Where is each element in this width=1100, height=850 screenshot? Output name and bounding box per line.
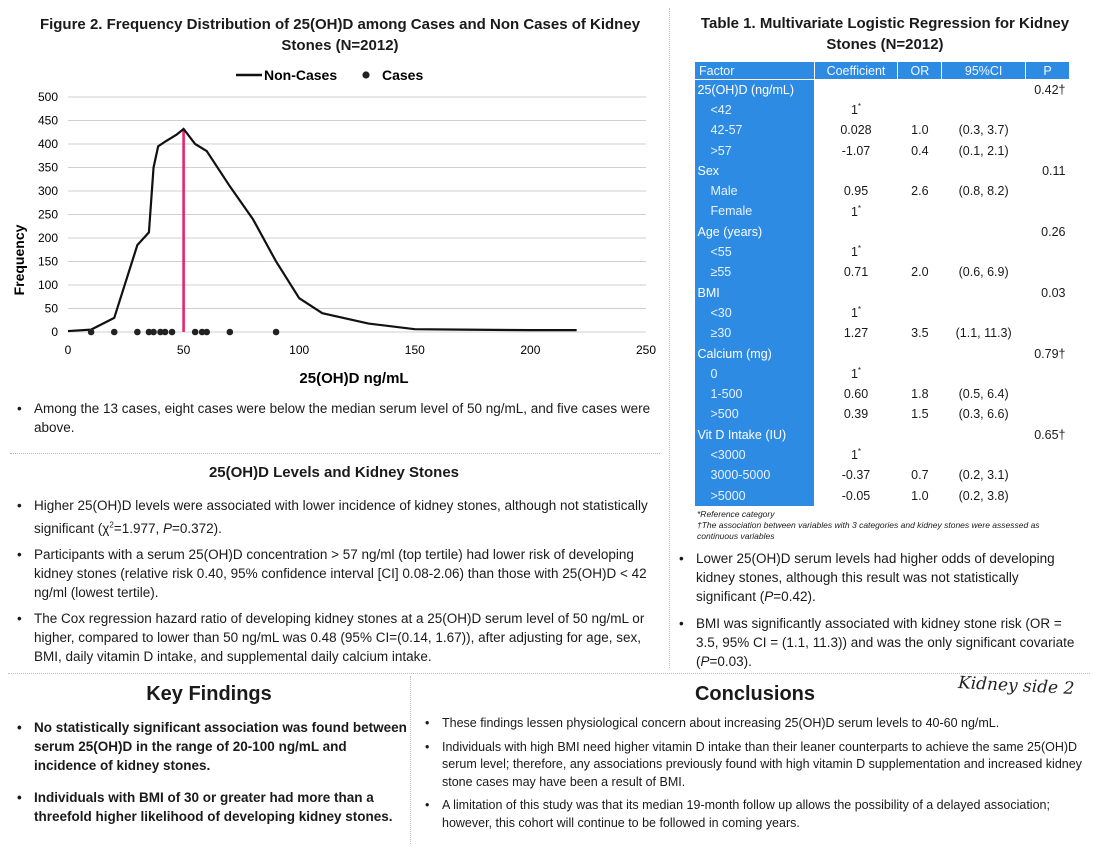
cell-factor: >5000 bbox=[695, 485, 815, 505]
table-group-row bbox=[695, 80, 1070, 100]
cell-p bbox=[1026, 303, 1070, 323]
cell-p bbox=[1026, 242, 1070, 262]
cell-or bbox=[898, 222, 942, 242]
x-tick-label: 200 bbox=[520, 343, 541, 357]
series-line-non-cases bbox=[68, 129, 577, 331]
table-header-row bbox=[695, 62, 1070, 80]
cell-or bbox=[898, 242, 942, 262]
x-tick-label: 100 bbox=[289, 343, 310, 357]
case-point bbox=[134, 329, 141, 336]
handwritten-annotation: Kidney side 2 bbox=[957, 672, 1075, 700]
footnote-continuous: †The association between variables with 3 categories and kidney stones were assessed as continuous variables bbox=[697, 520, 1040, 541]
cell-factor: Calcium (mg) bbox=[695, 343, 815, 363]
col-header-coefficient: Coefficient bbox=[814, 62, 898, 80]
regression-table bbox=[694, 61, 1070, 506]
cell-or bbox=[898, 445, 942, 465]
cell-or bbox=[898, 282, 942, 302]
cell-factor: >500 bbox=[695, 404, 815, 424]
cell-factor: BMI bbox=[695, 282, 815, 302]
figure-caption bbox=[14, 399, 654, 444]
cell-or: 1.0 bbox=[911, 123, 929, 138]
cell-or bbox=[898, 343, 942, 363]
y-tick-label: 150 bbox=[37, 254, 58, 269]
col-header-p: P bbox=[1026, 62, 1070, 80]
levels-bullet-list bbox=[14, 496, 664, 673]
y-tick-label: 300 bbox=[37, 184, 58, 198]
table-row bbox=[695, 323, 1070, 343]
key-finding-bullet: • Individuals with BMI of 30 or greater had more than a threefold higher likelihood of developing kidney stones. bbox=[14, 788, 409, 826]
cell-factor: Sex bbox=[695, 161, 815, 181]
levels-bullet: • Participants with a serum 25(OH)D concentration > 57 ng/ml (top tertile) had lower risk of developing kidney stones (relative risk 0.40, 95% confidence interval [CI] 0.08-2.06) than those with 25(OH)D < 42 ng/ml (lowest tertile). bbox=[14, 545, 664, 602]
cell-ci bbox=[942, 343, 1026, 363]
cell-or: 2.0 bbox=[911, 265, 929, 280]
table-footnotes bbox=[697, 509, 1077, 542]
cell-ci bbox=[942, 100, 1026, 120]
case-point bbox=[192, 329, 199, 336]
case-point bbox=[150, 329, 157, 336]
conclusion-bullet: • Individuals with high BMI need higher vitamin D intake than their leaner counterparts to achieve the same 25(OH)D serum level; therefore, any associations previously found with high vitamin D supplementation and increased kidney stone cases may have been a result of BMI. bbox=[422, 739, 1087, 792]
conclusions-list bbox=[422, 715, 1087, 838]
cell-ci: (0.6, 6.9) bbox=[958, 265, 1009, 280]
cell-ci: (0.3, 6.6) bbox=[958, 407, 1009, 422]
cell-p bbox=[1026, 445, 1070, 465]
col-header-factor: Factor bbox=[695, 62, 815, 80]
table-bullet-list bbox=[676, 549, 1081, 679]
table-row bbox=[695, 303, 1070, 323]
cell-p bbox=[1026, 485, 1070, 505]
cell-ci bbox=[942, 80, 1026, 100]
case-point bbox=[273, 329, 280, 336]
bottom-divider bbox=[8, 673, 1090, 674]
table-row bbox=[695, 445, 1070, 465]
cell-coefficient: -1.07 bbox=[841, 143, 871, 158]
cell-p: 0.03 bbox=[1026, 282, 1070, 302]
levels-bullet: • The Cox regression hazard ratio of developing kidney stones at a 25(OH)D serum level of 50 ng/mL or higher, compared to lower than 50 ng/mL was 0.48 (95% CI=(0.14, 1.67)), after adjusting for age, sex, BMI, daily vitamin D intake, and supplemental daily calcium intake. bbox=[14, 609, 664, 666]
legend-dot-icon bbox=[362, 71, 369, 78]
y-tick-label: 450 bbox=[37, 113, 58, 128]
table-bullet: • BMI was significantly associated with kidney stone risk (OR = 3.5, 95% CI = (1.1, 11.3)) and was the only significant covariate (P=0.03). bbox=[676, 614, 1081, 671]
cell-ci bbox=[942, 445, 1026, 465]
bottom-column-divider bbox=[410, 676, 411, 844]
cell-p: 0.26 bbox=[1026, 222, 1070, 242]
cell-ci: (0.8, 8.2) bbox=[958, 184, 1009, 199]
cell-factor: Vit D Intake (IU) bbox=[695, 425, 815, 445]
table-group-row bbox=[695, 222, 1070, 242]
cell-ci bbox=[942, 242, 1026, 262]
cell-ci bbox=[942, 282, 1026, 302]
cell-coefficient: 0.60 bbox=[843, 387, 869, 402]
y-tick-label: 250 bbox=[37, 207, 58, 222]
cell-coefficient: 1* bbox=[850, 305, 862, 321]
cell-factor: 0 bbox=[695, 364, 815, 384]
cell-coefficient bbox=[814, 222, 898, 242]
cell-coefficient bbox=[814, 425, 898, 445]
table-row bbox=[695, 364, 1070, 384]
table-row bbox=[695, 262, 1070, 282]
cell-or: 2.6 bbox=[911, 184, 929, 199]
cell-or bbox=[898, 100, 942, 120]
levels-heading: 25(OH)D Levels and Kidney Stones bbox=[208, 464, 460, 481]
cell-p: 0.42† bbox=[1026, 80, 1070, 100]
cell-ci bbox=[942, 303, 1026, 323]
cell-p: 0.65† bbox=[1026, 425, 1070, 445]
table-group-row bbox=[695, 425, 1070, 445]
cell-coefficient: 1* bbox=[850, 203, 862, 219]
cell-factor: 3000-5000 bbox=[695, 465, 815, 485]
y-tick-label: 50 bbox=[44, 301, 58, 316]
table-row bbox=[695, 242, 1070, 262]
table-row bbox=[695, 181, 1070, 201]
cell-p bbox=[1026, 384, 1070, 404]
legend-cases: Cases bbox=[382, 67, 424, 83]
table-row bbox=[695, 384, 1070, 404]
cell-coefficient bbox=[814, 161, 898, 181]
col-header-or: OR bbox=[898, 62, 942, 80]
cell-or: 3.5 bbox=[911, 326, 929, 341]
cell-coefficient bbox=[814, 80, 898, 100]
case-point bbox=[203, 329, 210, 336]
x-tick-label: 0 bbox=[64, 343, 72, 357]
table-group-row bbox=[695, 161, 1070, 181]
cell-or bbox=[898, 201, 942, 221]
cell-p bbox=[1026, 364, 1070, 384]
footnote-reference: *Reference category bbox=[697, 509, 775, 519]
cell-p bbox=[1026, 262, 1070, 282]
cell-coefficient: 1* bbox=[850, 102, 862, 118]
cell-ci bbox=[942, 425, 1026, 445]
cell-coefficient: 1* bbox=[850, 366, 862, 382]
cell-factor: 1-500 bbox=[695, 384, 815, 404]
x-tick-label: 50 bbox=[176, 343, 191, 357]
table-row bbox=[695, 201, 1070, 221]
y-tick-label: 100 bbox=[37, 278, 58, 292]
cell-or bbox=[898, 425, 942, 445]
table-row bbox=[695, 404, 1070, 424]
frequency-chart bbox=[0, 60, 670, 395]
cell-factor: Age (years) bbox=[695, 222, 815, 242]
cell-coefficient: 1* bbox=[850, 447, 862, 463]
col-header-ci: 95%CI bbox=[942, 62, 1026, 80]
cell-ci bbox=[942, 364, 1026, 384]
cell-p bbox=[1026, 201, 1070, 221]
cell-ci: (0.1, 2.1) bbox=[958, 143, 1009, 158]
table-group-row bbox=[695, 282, 1070, 302]
section-divider bbox=[10, 453, 660, 454]
conclusion-bullet: • These findings lessen physiological concern about increasing 25(OH)D serum levels to 40-60 ng/mL. bbox=[422, 715, 1087, 733]
case-point bbox=[162, 329, 169, 336]
cell-p bbox=[1026, 120, 1070, 140]
cell-factor: 42-57 bbox=[695, 120, 815, 140]
y-axis-ticks bbox=[38, 90, 58, 339]
cell-coefficient: -0.37 bbox=[841, 468, 871, 483]
conclusion-bullet: • A limitation of this study was that its median 19-month follow up allows the possibility of a delayed association; however, this cohort will continue to be followed in coming years. bbox=[422, 797, 1087, 832]
cell-factor: Female bbox=[695, 201, 815, 221]
x-axis-ticks bbox=[65, 343, 657, 357]
table-group-row bbox=[695, 343, 1070, 363]
cell-p bbox=[1026, 140, 1070, 160]
cell-ci bbox=[942, 161, 1026, 181]
cell-coefficient: 1.27 bbox=[843, 326, 869, 341]
cell-p bbox=[1026, 323, 1070, 343]
x-tick-label: 250 bbox=[635, 343, 657, 357]
chart-gridlines bbox=[68, 97, 646, 332]
cell-p bbox=[1026, 465, 1070, 485]
table-row bbox=[695, 485, 1070, 505]
y-tick-label: 350 bbox=[37, 160, 58, 175]
caption-bullet: • Among the 13 cases, eight cases were below the median serum level of 50 ng/mL, and five cases were above. bbox=[14, 399, 654, 437]
cell-factor: <55 bbox=[695, 242, 815, 262]
cell-or: 0.7 bbox=[911, 468, 929, 483]
case-point bbox=[227, 329, 234, 336]
legend-non-cases: Non-Cases bbox=[264, 67, 338, 83]
cell-factor: ≥55 bbox=[695, 262, 815, 282]
cell-coefficient: 0.39 bbox=[843, 407, 869, 422]
cell-factor: <30 bbox=[695, 303, 815, 323]
cell-factor: <42 bbox=[695, 100, 815, 120]
cell-or: 1.5 bbox=[911, 407, 929, 422]
y-axis-label: Frequency bbox=[11, 224, 27, 296]
cell-factor: ≥30 bbox=[695, 323, 815, 343]
cell-factor: Male bbox=[695, 181, 815, 201]
cell-or bbox=[898, 80, 942, 100]
cell-coefficient: -0.05 bbox=[841, 488, 871, 503]
y-tick-label: 400 bbox=[37, 137, 58, 151]
table-bullet: • Lower 25(OH)D serum levels had higher odds of developing kidney stones, although this result was not statistically significant (P=0.42). bbox=[676, 549, 1081, 606]
x-tick-label: 150 bbox=[404, 343, 425, 357]
cell-coefficient: 1* bbox=[850, 244, 862, 260]
cell-or: 1.0 bbox=[911, 488, 929, 503]
table-row bbox=[695, 465, 1070, 485]
levels-bullet: • Higher 25(OH)D levels were associated with lower incidence of kidney stones, although not statistically significant ($\chi^2=1.977$, P=0.372). bbox=[14, 496, 664, 538]
cell-ci: (0.3, 3.7) bbox=[958, 123, 1009, 138]
cell-p bbox=[1026, 404, 1070, 424]
cell-or bbox=[898, 303, 942, 323]
cell-coefficient: 0.95 bbox=[843, 184, 869, 199]
cell-ci: (0.2, 3.1) bbox=[958, 468, 1009, 483]
cell-p: 0.11 bbox=[1026, 161, 1070, 181]
y-tick-label: 0 bbox=[51, 325, 58, 339]
cell-or bbox=[898, 364, 942, 384]
cell-ci: (1.1, 11.3) bbox=[955, 326, 1012, 341]
figure-title: Figure 2. Frequency Distribution of 25(OH)D among Cases and Non Cases of Kidney Stones (N=2012) bbox=[39, 16, 641, 54]
cell-coefficient: 0.028 bbox=[840, 123, 872, 138]
case-point bbox=[169, 329, 176, 336]
table-row bbox=[695, 120, 1070, 140]
case-point bbox=[88, 329, 95, 336]
case-point bbox=[111, 329, 118, 336]
cell-ci bbox=[942, 201, 1026, 221]
conclusions-heading: Conclusions bbox=[694, 683, 815, 705]
cell-coefficient bbox=[814, 282, 898, 302]
cell-factor: 25(OH)D (ng/mL) bbox=[695, 80, 815, 100]
regression-table-body bbox=[695, 80, 1070, 506]
cell-p: 0.79† bbox=[1026, 343, 1070, 363]
key-findings-heading: Key Findings bbox=[146, 683, 272, 705]
x-axis-label: 25(OH)D ng/mL bbox=[299, 370, 409, 387]
column-divider bbox=[669, 8, 670, 668]
table-row bbox=[695, 140, 1070, 160]
cell-p bbox=[1026, 100, 1070, 120]
cell-or bbox=[898, 161, 942, 181]
cell-or: 0.4 bbox=[911, 143, 929, 158]
chart-legend bbox=[236, 67, 423, 83]
table-row bbox=[695, 100, 1070, 120]
cell-or: 1.8 bbox=[911, 387, 929, 402]
cell-factor: <3000 bbox=[695, 445, 815, 465]
y-tick-label: 200 bbox=[37, 231, 58, 245]
cell-ci bbox=[942, 222, 1026, 242]
cell-ci: (0.2, 3.8) bbox=[958, 488, 1009, 503]
table-title: Table 1. Multivariate Logistic Regression for Kidney Stones (N=2012) bbox=[700, 15, 1070, 53]
key-finding-bullet: • No statistically significant association was found between serum 25(OH)D in the range of 20-100 ng/mL and incidence of kidney stones. bbox=[14, 718, 409, 775]
cell-ci: (0.5, 6.4) bbox=[958, 387, 1009, 402]
cell-coefficient: 0.71 bbox=[843, 265, 869, 280]
cell-p bbox=[1026, 181, 1070, 201]
key-findings-list bbox=[14, 718, 409, 839]
cell-coefficient bbox=[814, 343, 898, 363]
y-tick-label: 500 bbox=[37, 90, 58, 104]
cell-factor: >57 bbox=[695, 140, 815, 160]
